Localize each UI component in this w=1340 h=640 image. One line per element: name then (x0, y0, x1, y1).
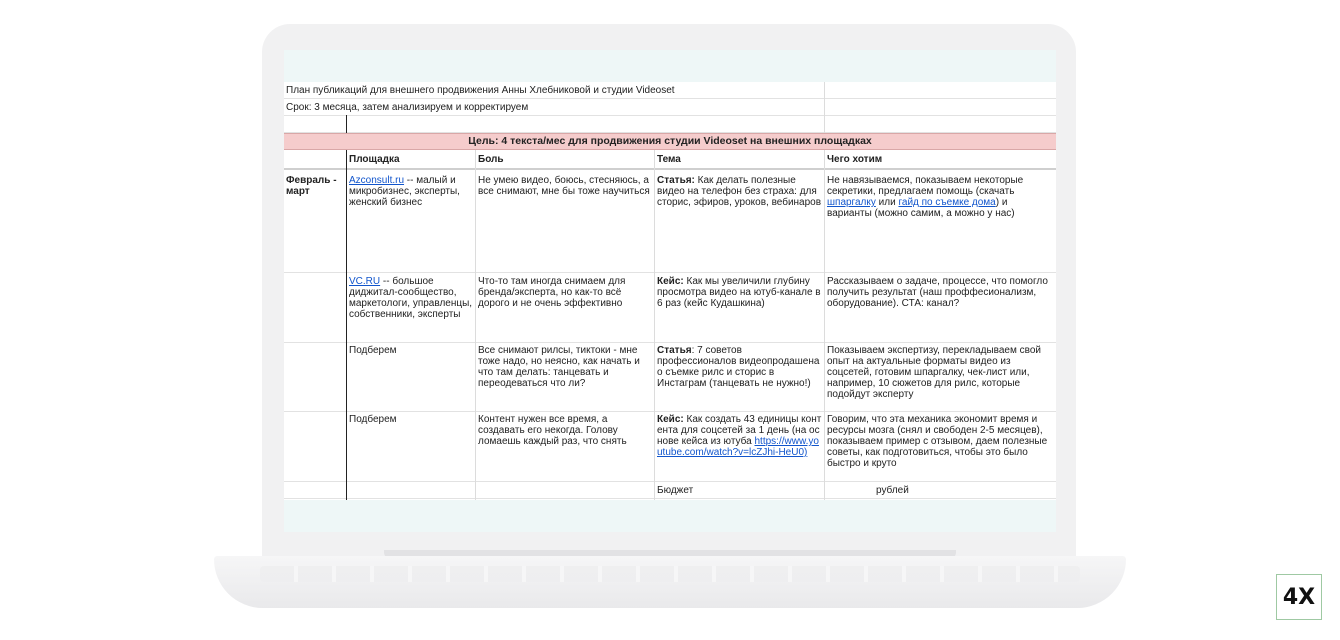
table-row-3-topic[interactable]: Статья: 7 советов профессионалов видеопродашена о съемке рилс и сторис в Инстаграм (танцевать не нужно!) (657, 345, 820, 389)
platform-link[interactable]: Azconsult.ru (349, 175, 405, 186)
table-row-4-pain[interactable]: Контент нужен все время, а создавать его некогда. Голову ломаешь каждый раз, что снять (478, 414, 627, 447)
guide-link[interactable]: гайд по съемке дома (898, 197, 996, 208)
header-want[interactable]: Чего хотим (827, 154, 883, 165)
header-topic[interactable]: Тема (657, 154, 681, 165)
header-platform[interactable]: Площадка (349, 154, 400, 165)
table-row-2-pain[interactable]: Что-то там иногда снимаем для бренда/эксперта, но как-то всё дорого и не очень эффективно (478, 276, 626, 309)
budget-unit[interactable]: рублей (876, 485, 909, 496)
table-row-4-topic[interactable]: Кейс: Как создать 43 единицы контента для соцсетей за 1 день (на основе кейса из ютуба https://www.youtube.com/watch?v=lcZJhi-HeU0) (657, 414, 822, 458)
table-row-4-want[interactable]: Говорим, что эта механика экономит время и ресурсы мозга (снял и свободен 2-5 месяцев), показываем пример с отзывом, даем полезные советы, как подготовиться, чтобы это было быстро и круто (827, 414, 1048, 469)
header-pain[interactable]: Боль (478, 154, 504, 165)
laptop-keyboard-edge (260, 566, 1080, 582)
sheet-title[interactable]: План публикаций для внешнего продвижения Анны Хлебниковой и студии Videoset (286, 85, 675, 96)
table-row-3-pain[interactable]: Все снимают рилсы, тиктоки - мне тоже надо, но неясно, как начать и что там делать: танцевать и переодеваться что ли? (478, 345, 640, 389)
table-row-1-want[interactable]: Не навязываемся, показываем некоторые секретики, предлагаем помощь (скачать шпаргалку или гайд по съемке дома) и варианты (можно самим, а можно у нас) (827, 175, 1024, 219)
period-cell[interactable]: Февраль - март (286, 175, 337, 197)
laptop-base (214, 556, 1126, 608)
table-row-1-pain[interactable]: Не умею видео, боюсь, стесняюсь, а все снимают, мне бы тоже научиться (478, 175, 650, 197)
table-row-1-topic[interactable]: Статья: Как делать полезные видео на телефон без страха: для сторис, эфиров, уроков, вебинаров (657, 175, 822, 208)
laptop-screen (284, 50, 1056, 532)
table-row-4-platform[interactable]: Подберем (349, 414, 397, 425)
table-row-1-platform[interactable]: Azconsult.ru -- малый и микробизнес, эксперты, женский бизнес (349, 175, 460, 208)
table-row-2-topic[interactable]: Кейс: Как мы увеличили глубину просмотра видео на ютуб-канале в 6 раз (кейс Кудашкина) (657, 276, 821, 309)
table-row-2-platform[interactable]: VC.RU -- большое диджитал-сообщество, маркетологи, управленцы, собственники, эксперты (349, 276, 473, 320)
table-row-3-platform[interactable]: Подберем (349, 345, 397, 356)
table-row-2-want[interactable]: Рассказываем о задаче, процессе, что помогло получить результат (наш проффесионализм, оборудование). СТА: канал? (827, 276, 1048, 309)
budget-label[interactable]: Бюджет (657, 485, 694, 496)
goal-row[interactable]: Цель: 4 текста/мес для продвижения студии Videoset на внешних площадках (284, 133, 1056, 150)
youtube-link[interactable]: https://www.youtube.com/watch?v=lcZJhi-HeU0) (657, 436, 819, 458)
screen-header-band (284, 50, 1056, 82)
sheet-term[interactable]: Срок: 3 месяца, затем анализируем и корректируем (286, 102, 529, 113)
table-row-3-want[interactable]: Показываем экспертизу, перекладываем свой опыт на актуальные форматы видео из соцсетей, готовим шпаргалку, чек-лист или, например, 10 сюжетов для рилс, которые подойдут эксперту (827, 345, 1041, 400)
cheatsheet-link[interactable]: шпаргалку (827, 197, 876, 208)
platform-link[interactable]: VC.RU (349, 276, 381, 287)
screen-footer-band (284, 500, 1056, 532)
corner-badge: 4X (1276, 574, 1322, 620)
